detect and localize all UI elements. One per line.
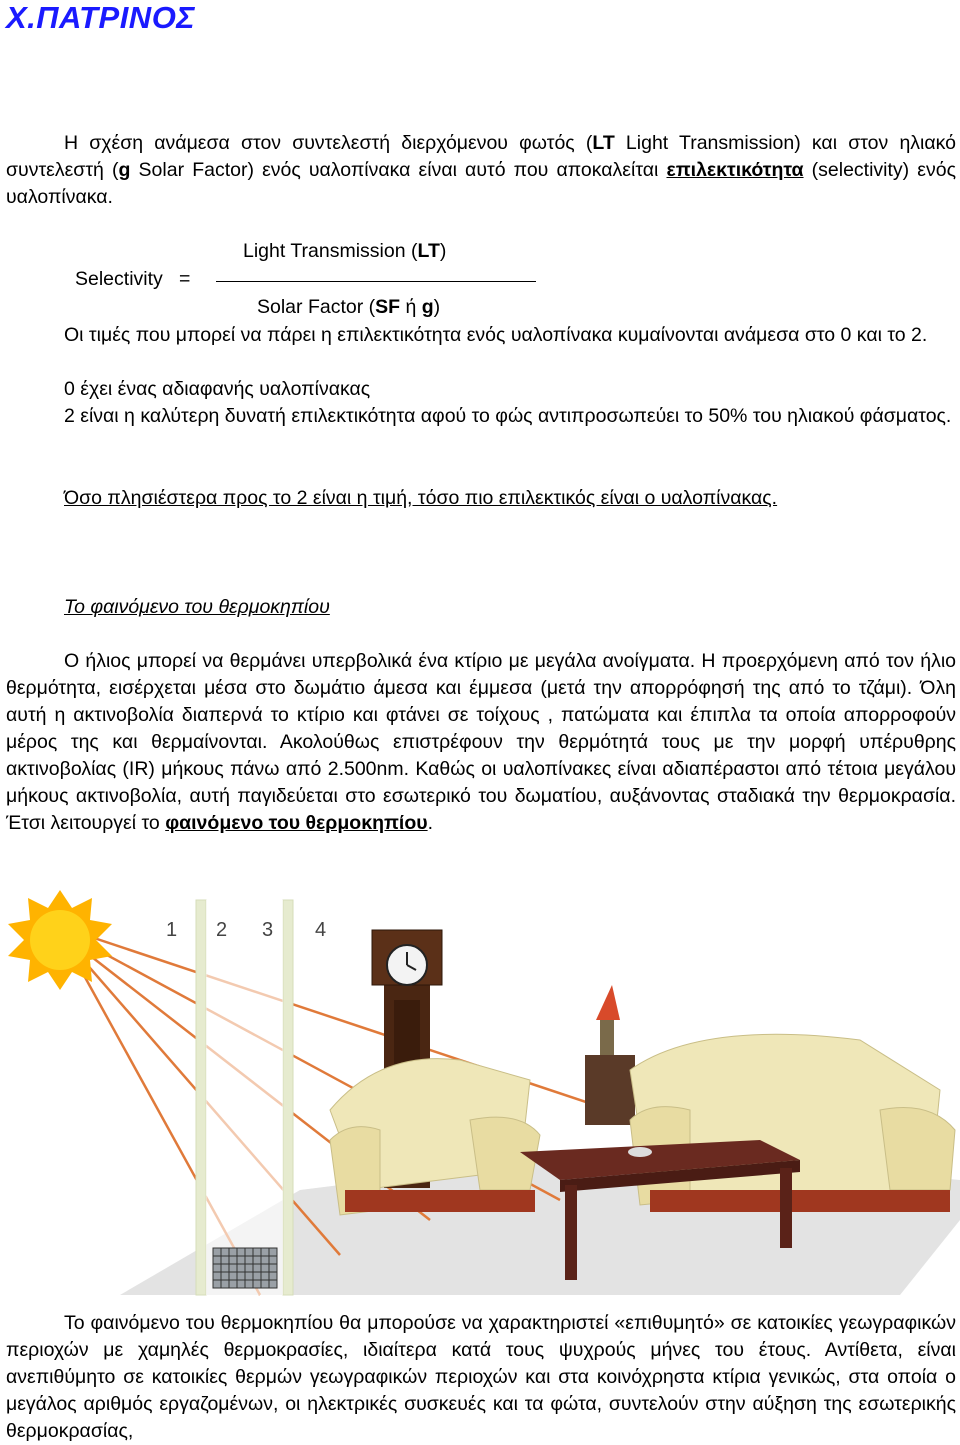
- side-table: [585, 1055, 635, 1125]
- formula-denominator: Solar Factor (SF ή g): [257, 296, 441, 318]
- page-header-title: Χ.ΠΑΤΡΙΝΟΣ: [6, 0, 196, 35]
- greenhouse-effect-closing-paragraph: Το φαινόμενο του θερμοκηπίου θα μπορούσε να χαρακτηριστεί «επιθυμητό» σε κατοικίες γεωγραφικών περιοχών με χαμηλές θερμοκρασίες, ιδιαίτερα κατά τους ψυχρούς μήνες του έτους. Αντίθετα, είναι ανεπιθύμητο σε κατοικίες θερμών γεωγραφικών περιοχών και στα κοινόχρηστα κτίρια γενικώς, στα οποία ο μεγάλος αριθμός εργαζομένων, οι ηλεκτρικές συσκευές και τα φώτα, συντελούν στην αύξηση της εσωτερικής θερμοκρασίας,: [6, 1312, 956, 1442]
- armchair: [330, 1059, 540, 1215]
- table-lamp: [596, 985, 620, 1056]
- pane-label-4: 4: [315, 919, 327, 941]
- formula-numerator: Light Transmission (LT): [243, 240, 447, 262]
- pane-label-3: 3: [262, 919, 274, 941]
- selectivity-intro-paragraph: Η σχέση ανάμεσα στον συντελεστή διερχόμενου φωτός (LT Light Transmission) και στον ηλιακό συντελεστή (g Solar Factor) ενός υαλοπίνακα είναι αυτό που αποκαλείται επιλεκτικότητα (selectivity) ενός υαλοπίνακα.: [6, 132, 956, 208]
- sofa: [630, 1034, 955, 1212]
- greenhouse-term: φαινόμενο του θερμοκηπίου: [165, 812, 428, 834]
- formula-fraction-bar: [216, 281, 536, 282]
- selectivity-range-paragraph: Οι τιμές που μπορεί να πάρει η επιλεκτικότητα ενός υαλοπίνακα κυμαίνονται ανάμεσα στο 0 και το 2.: [64, 324, 928, 346]
- section-title-greenhouse: Το φαινόμενο του θερμοκηπίου: [64, 596, 330, 618]
- selectivity-conclusion: Όσο πλησιέστερα προς το 2 είναι η τιμή, τόσο πιο επιλεκτικός είναι ο υαλοπίνακας.: [64, 487, 778, 509]
- pane-label-1: 1: [166, 919, 178, 941]
- greenhouse-paragraph: Ο ήλιος μπορεί να θερμάνει υπερβολικά ένα κτίριο με μεγάλα ανοίγματα. Η προερχόμενη από τον ήλιο θερμότητα, εισέρχεται μέσα στο δωμάτιο άμεσα και έμμεσα (μετά την απορρόφησή της από το τζάμι). Όλη αυτή η ακτινοβολία διαπερνά το κτίριο και φτάνει σε τοίχους , πατώματα και έπιπλα τα οποία απορροφούν μέρος της και θερμαίνονται. Ακολούθως επιστρέφουν την θερμότητά τους με την μορφή υπέρυθρης ακτινοβολίας (IR) μήκους πάνω από 2.500nm. Καθώς οι υαλοπίνακες είναι αδιαπέραστοι από τέτοια μεγάλου μήκους ακτινοβολία, αυτή παγιδεύεται στο εσωτερικό του δωματίου, αυξάνοντας σταδιακά την θερμοκρασία. Έτσι λειτουργεί το φαινόμενο του θερμοκηπίου.: [6, 650, 956, 834]
- greenhouse-illustration: [0, 890, 960, 1300]
- ashtray: [628, 1147, 652, 1157]
- selectivity-term: επιλεκτικότητα: [666, 159, 804, 181]
- selectivity-two-paragraph: 2 είναι η καλύτερη δυνατή επιλεκτικότητα αφού το φώς αντιπροσωπεύει το 50% του ηλιακού φάσματος.: [64, 405, 952, 427]
- window-panes: [196, 900, 293, 1295]
- selectivity-zero-paragraph: 0 έχει ένας αδιαφανής υαλοπίνακας: [64, 378, 371, 400]
- formula-lhs: Selectivity =: [75, 268, 191, 290]
- pane-label-2: 2: [216, 919, 228, 941]
- radiator-grid: [213, 1248, 277, 1288]
